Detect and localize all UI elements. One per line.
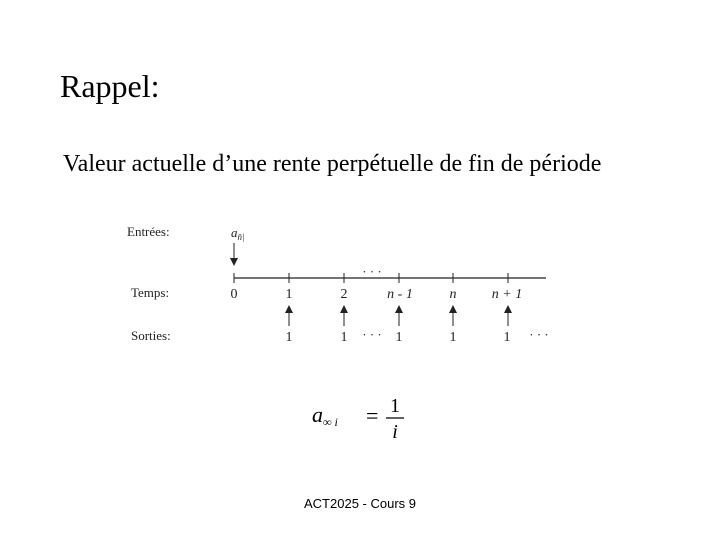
payment-arrows bbox=[289, 309, 508, 326]
axis-ellipsis: · · · bbox=[362, 264, 382, 279]
payment-trailing-ellipsis: · · · bbox=[529, 327, 549, 342]
formula-lhs-symbol: a bbox=[312, 402, 323, 427]
payment-ellipsis: · · · bbox=[362, 327, 382, 342]
payment-amount-n: 1 bbox=[449, 330, 457, 345]
tick-label-n-plus-1: n + 1 bbox=[491, 287, 523, 302]
entry-symbol-base: a bbox=[231, 225, 238, 240]
tick-label-2: 2 bbox=[340, 287, 348, 302]
entry-symbol bbox=[231, 225, 244, 242]
slide-title: Rappel: bbox=[60, 68, 160, 104]
formula-denominator: i bbox=[392, 421, 398, 443]
perpetuity-formula bbox=[308, 394, 418, 444]
tick-label-1: 1 bbox=[285, 287, 293, 302]
payment-amount-n-minus-1: 1 bbox=[395, 330, 403, 345]
row-label-outflows: Sorties: bbox=[131, 328, 171, 343]
formula-equals: = bbox=[366, 403, 379, 428]
payment-amount-2: 1 bbox=[340, 330, 348, 345]
formula-numerator: 1 bbox=[390, 395, 400, 417]
row-label-entries: Entrées: bbox=[127, 224, 170, 239]
tick-label-n-minus-1: n - 1 bbox=[387, 287, 413, 302]
slide-subtitle: Valeur actuelle d’une rente perpétuelle de fin de période bbox=[63, 151, 602, 177]
entry-symbol-subscript: n̄| bbox=[237, 232, 245, 242]
tick-label-n: n bbox=[449, 287, 457, 302]
slide-footer: ACT2025 - Cours 9 bbox=[304, 496, 416, 511]
payment-amount-1: 1 bbox=[285, 330, 293, 345]
payment-amount-n-plus-1: 1 bbox=[503, 330, 511, 345]
tick-label-0: 0 bbox=[230, 287, 238, 302]
row-label-time: Temps: bbox=[131, 285, 170, 300]
formula-lhs bbox=[312, 402, 338, 429]
formula-lhs-subscript: ∞ i bbox=[323, 415, 338, 429]
